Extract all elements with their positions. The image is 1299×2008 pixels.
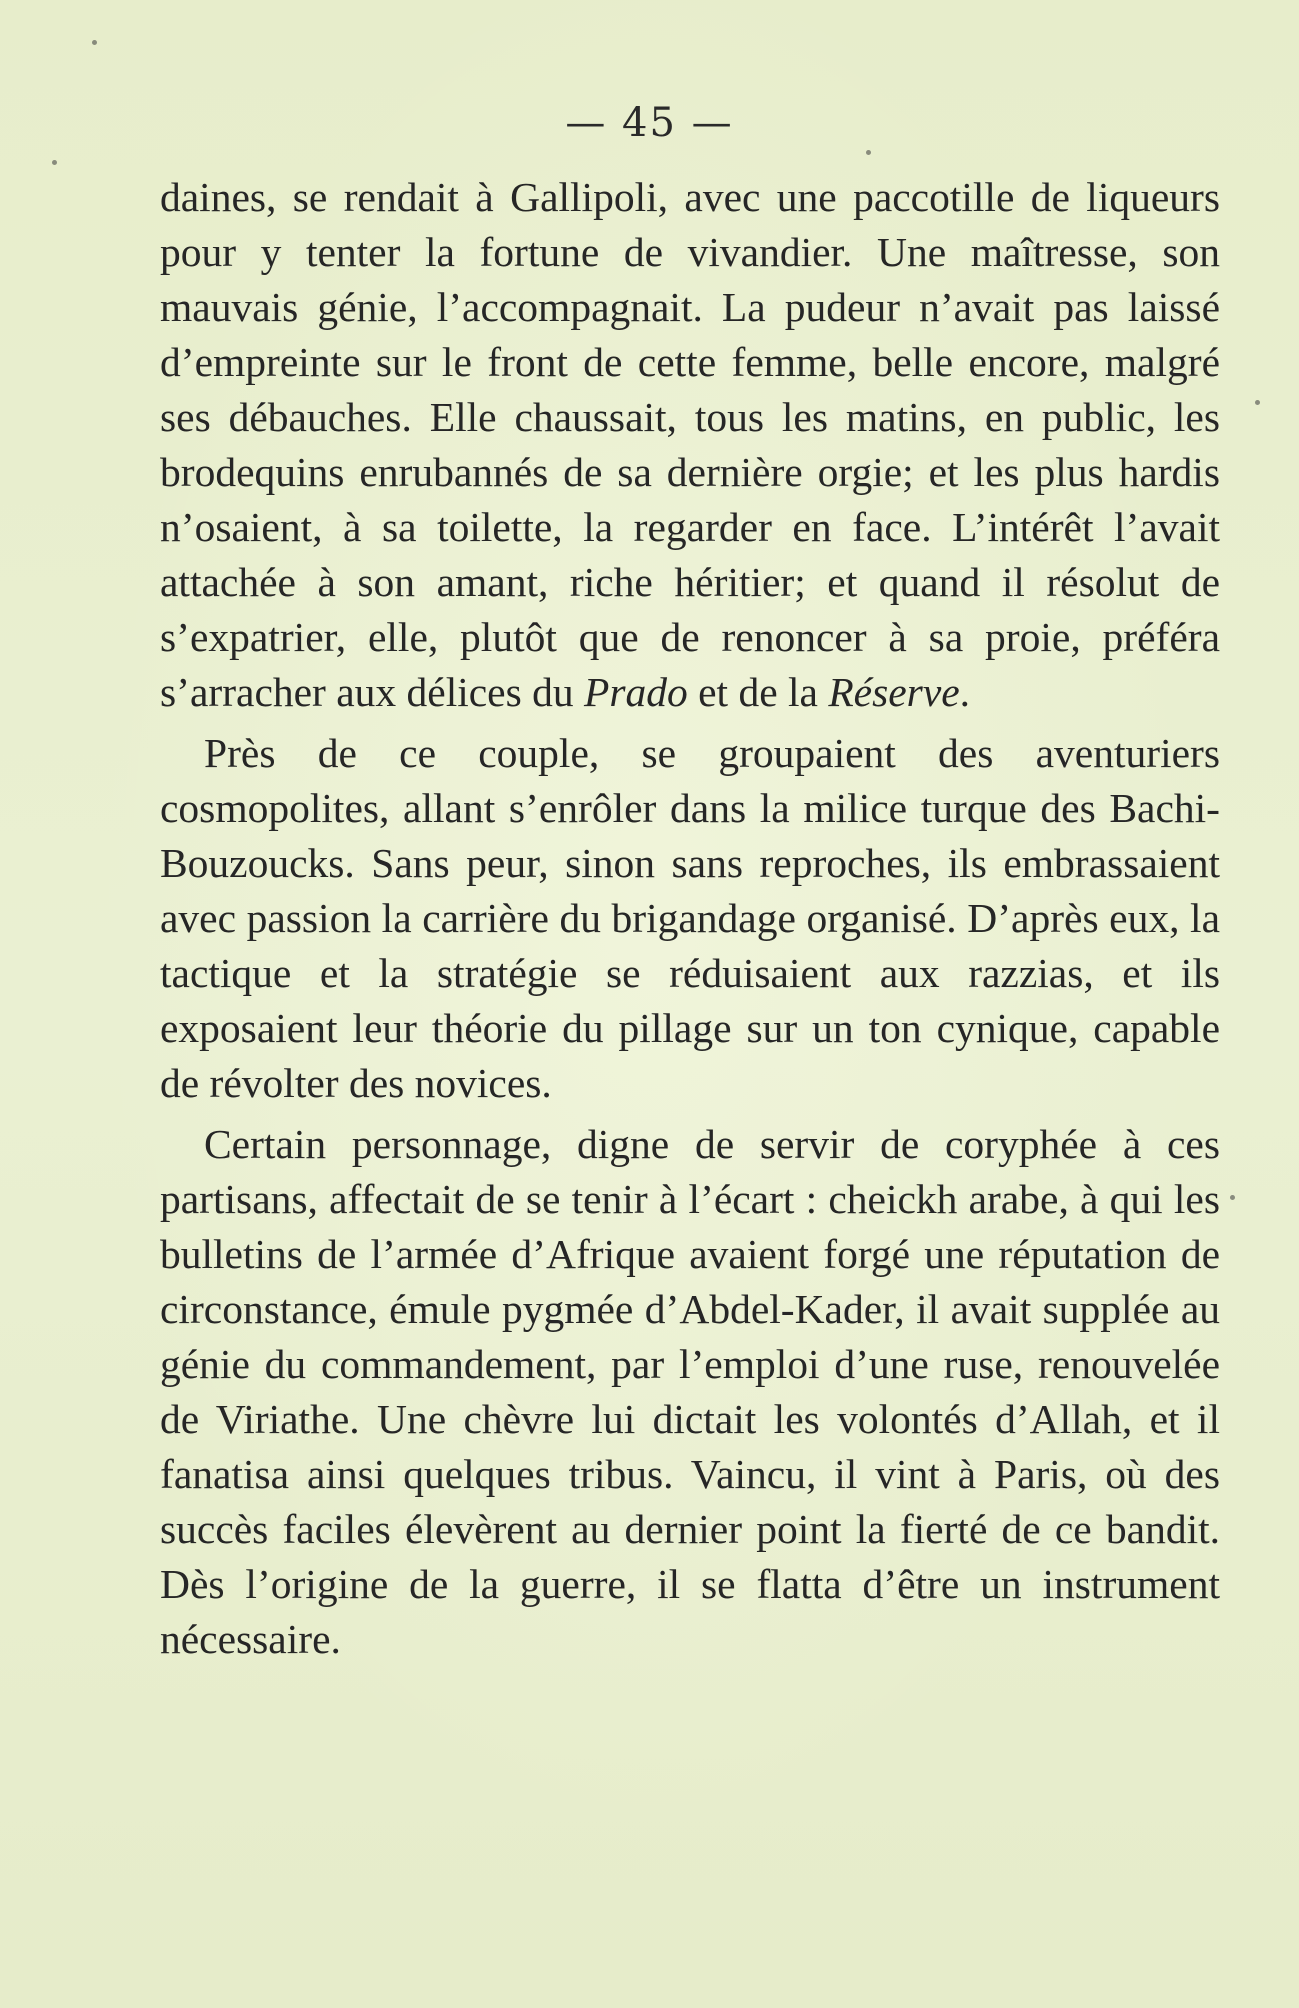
paragraph — [160, 170, 1220, 720]
italic-place-name: Réserve — [828, 669, 960, 715]
paragraph-text: . — [959, 669, 971, 715]
italic-place-name: Prado — [584, 669, 688, 715]
paragraph: Certain personnage, digne de servir de coryphée à ces partisans, affectait de se tenir à l’écart : cheickh arabe, à qui les bulletins de l’armée d’Afrique avaient forgé une réputation de circonstance, émule pygmée d’Abdel-Kader, il avait supplée au génie du commandement, par l’emploi d’une ruse, renouvelée de Viriathe. Une chèvre lui dictait les volontés d’Allah, et il fanatisa ainsi quelques tribus. Vaincu, il vint à Paris, où des succès faciles élevèrent au dernier point la fierté de ce bandit. Dès l’origine de la guerre, il se flatta d’être un instrument nécessaire. — [160, 1121, 1220, 1662]
ink-speck — [866, 150, 871, 155]
paragraph-text: et de la — [687, 669, 829, 715]
paragraph-text: daines, se rendait à Gallipoli, avec une paccotille de liqueurs pour y tenter la fortune de vivandier. Une maîtresse, son mauvais génie, l’accompagnait. La pudeur n’avait pas laissé d’empreinte sur le front de cette femme, belle encore, malgré ses débauches. Elle chaussait, tous les matins, en public, les brodequins enrubannés de sa dernière orgie; et les plus hardis n’osaient, à sa toilette, la regarder en face. L’intérêt l’avait attachée à son amant, riche héritier; et quand il résolut de s’expatrier, elle, plutôt que de renoncer à sa proie, préféra s’arracher aux délices du — [160, 174, 1220, 715]
page-number: — 45 — — [565, 100, 734, 146]
body-text — [160, 170, 1220, 1667]
paragraph: Près de ce couple, se groupaient des aventuriers cosmopolites, allant s’enrôler dans la milice turque des Bachi-Bouzoucks. Sans peur, sinon sans reproches, ils embrassaient avec passion la carrière du brigandage organisé. D’après eux, la tactique et la stratégie se réduisaient aux razzias, et ils exposaient leur théorie du pillage sur un ton cynique, capable de révolter des novices. — [160, 730, 1220, 1106]
ink-speck — [52, 160, 57, 165]
ink-speck — [1255, 400, 1260, 405]
ink-speck — [1230, 1195, 1235, 1200]
ink-speck — [92, 40, 97, 45]
